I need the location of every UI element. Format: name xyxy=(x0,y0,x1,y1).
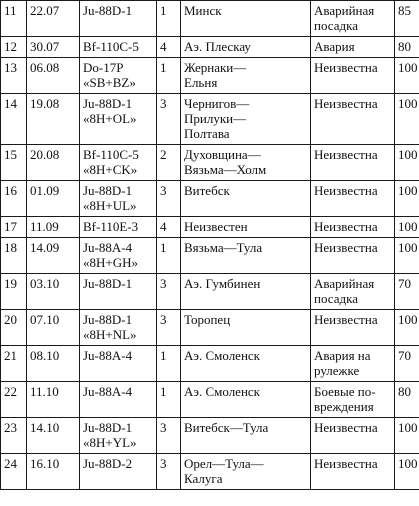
cell-location: Витебск xyxy=(181,181,311,217)
table-row xyxy=(1,94,419,145)
cell-percent: 100 xyxy=(395,181,419,217)
table-row xyxy=(1,1,419,37)
cell-count: 3 xyxy=(157,310,181,346)
cell-number: 20 xyxy=(1,310,27,346)
cell-aircraft-type: Ju-88D-1 «8H+YL» xyxy=(80,418,157,454)
cell-location: Витебск—Тула xyxy=(181,418,311,454)
cell-location: Аэ. Смоленск xyxy=(181,382,311,418)
cell-percent: 100 xyxy=(395,58,419,94)
table-row xyxy=(1,310,419,346)
cell-result: Неизвестна xyxy=(311,310,395,346)
cell-aircraft-type: Ju-88A-4 xyxy=(80,346,157,382)
cell-location: Торопец xyxy=(181,310,311,346)
cell-location: Неизвестен xyxy=(181,217,311,238)
cell-percent: 70 xyxy=(395,274,419,310)
cell-location: Аэ. Плескау xyxy=(181,37,311,58)
cell-aircraft-type: Ju-88A-4 «8H+GH» xyxy=(80,238,157,274)
cell-percent: 100 xyxy=(395,238,419,274)
cell-aircraft-type: Bf-110C-5 «8H+CK» xyxy=(80,145,157,181)
cell-location: Орел—Тула— Калуга xyxy=(181,454,311,490)
table-row xyxy=(1,346,419,382)
cell-date: 11.10 xyxy=(27,382,80,418)
cell-percent: 100 xyxy=(395,454,419,490)
cell-location: Духовщина— Вязьма—Холм xyxy=(181,145,311,181)
cell-count: 1 xyxy=(157,382,181,418)
cell-result: Неизвестна xyxy=(311,217,395,238)
cell-result: Авария xyxy=(311,37,395,58)
cell-location: Аэ. Смоленск xyxy=(181,346,311,382)
cell-count: 4 xyxy=(157,217,181,238)
table-row xyxy=(1,37,419,58)
cell-count: 2 xyxy=(157,145,181,181)
table-row xyxy=(1,454,419,490)
cell-date: 08.10 xyxy=(27,346,80,382)
cell-number: 17 xyxy=(1,217,27,238)
cell-number: 24 xyxy=(1,454,27,490)
table-row xyxy=(1,181,419,217)
cell-percent: 70 xyxy=(395,346,419,382)
cell-aircraft-type: Ju-88D-1 «8H+OL» xyxy=(80,94,157,145)
cell-count: 3 xyxy=(157,274,181,310)
cell-aircraft-type: Ju-88D-1 xyxy=(80,274,157,310)
cell-location: Аэ. Гумбинен xyxy=(181,274,311,310)
cell-date: 14.10 xyxy=(27,418,80,454)
cell-location: Жернаки— Ельня xyxy=(181,58,311,94)
cell-percent: 100 xyxy=(395,418,419,454)
cell-location: Чернигов— Прилуки— Полтава xyxy=(181,94,311,145)
cell-result: Аварийная посадка xyxy=(311,1,395,37)
cell-location: Вязьма—Тула xyxy=(181,238,311,274)
cell-number: 14 xyxy=(1,94,27,145)
cell-aircraft-type: Ju-88D-2 xyxy=(80,454,157,490)
cell-percent: 100 xyxy=(395,217,419,238)
cell-percent: 85 xyxy=(395,1,419,37)
cell-aircraft-type: Bf-110E-3 xyxy=(80,217,157,238)
cell-count: 3 xyxy=(157,418,181,454)
cell-date: 03.10 xyxy=(27,274,80,310)
table-row xyxy=(1,58,419,94)
cell-date: 07.10 xyxy=(27,310,80,346)
table-row xyxy=(1,217,419,238)
cell-date: 16.10 xyxy=(27,454,80,490)
cell-result: Неизвестна xyxy=(311,58,395,94)
cell-number: 21 xyxy=(1,346,27,382)
cell-count: 4 xyxy=(157,37,181,58)
cell-percent: 100 xyxy=(395,94,419,145)
cell-result: Аварийная посадка xyxy=(311,274,395,310)
cell-date: 22.07 xyxy=(27,1,80,37)
cell-aircraft-type: Bf-110C-5 xyxy=(80,37,157,58)
table-row xyxy=(1,418,419,454)
cell-date: 01.09 xyxy=(27,181,80,217)
cell-date: 20.08 xyxy=(27,145,80,181)
cell-percent: 80 xyxy=(395,37,419,58)
cell-number: 16 xyxy=(1,181,27,217)
cell-aircraft-type: Ju-88D-1 xyxy=(80,1,157,37)
cell-result: Неизвестна xyxy=(311,454,395,490)
cell-result: Боевые по- вреждения xyxy=(311,382,395,418)
cell-aircraft-type: Ju-88D-1 «8H+UL» xyxy=(80,181,157,217)
cell-percent: 100 xyxy=(395,145,419,181)
cell-aircraft-type: Ju-88A-4 xyxy=(80,382,157,418)
cell-count: 1 xyxy=(157,346,181,382)
cell-percent: 80 xyxy=(395,382,419,418)
cell-date: 11.09 xyxy=(27,217,80,238)
cell-number: 11 xyxy=(1,1,27,37)
table-row xyxy=(1,238,419,274)
cell-date: 14.09 xyxy=(27,238,80,274)
table-row xyxy=(1,145,419,181)
cell-count: 1 xyxy=(157,1,181,37)
cell-aircraft-type: Ju-88D-1 «8H+NL» xyxy=(80,310,157,346)
cell-number: 15 xyxy=(1,145,27,181)
cell-date: 19.08 xyxy=(27,94,80,145)
cell-percent: 100 xyxy=(395,310,419,346)
cell-number: 19 xyxy=(1,274,27,310)
cell-location: Минск xyxy=(181,1,311,37)
cell-number: 22 xyxy=(1,382,27,418)
cell-result: Неизвестна xyxy=(311,238,395,274)
cell-number: 23 xyxy=(1,418,27,454)
cell-number: 13 xyxy=(1,58,27,94)
cell-date: 30.07 xyxy=(27,37,80,58)
cell-aircraft-type: Do-17P «SB+BZ» xyxy=(80,58,157,94)
cell-count: 1 xyxy=(157,58,181,94)
cell-result: Неизвестна xyxy=(311,181,395,217)
cell-result: Неизвестна xyxy=(311,94,395,145)
losses-table-body xyxy=(1,1,419,490)
table-row xyxy=(1,382,419,418)
cell-count: 1 xyxy=(157,238,181,274)
cell-result: Авария на рулежке xyxy=(311,346,395,382)
cell-count: 3 xyxy=(157,454,181,490)
cell-count: 3 xyxy=(157,181,181,217)
cell-number: 18 xyxy=(1,238,27,274)
cell-result: Неизвестна xyxy=(311,145,395,181)
cell-count: 3 xyxy=(157,94,181,145)
cell-result: Неизвестна xyxy=(311,418,395,454)
cell-date: 06.08 xyxy=(27,58,80,94)
table-row xyxy=(1,274,419,310)
cell-number: 12 xyxy=(1,37,27,58)
